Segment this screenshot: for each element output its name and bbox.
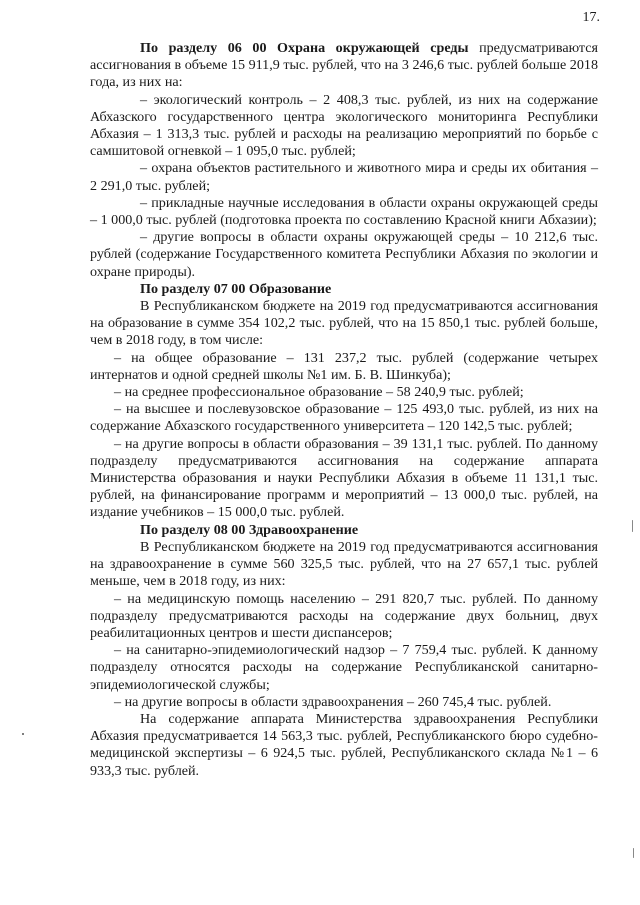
section-0600-item: – охрана объектов растительного и животного мира и среды их обитания – 2 291,0 тыс. рублей; xyxy=(90,160,598,194)
section-0800-item: – на другие вопросы в области здравоохранения – 260 745,4 тыс. рублей. xyxy=(114,693,552,710)
section-0700-item: – на общее образование – 131 237,2 тыс. рублей (содержание четырех интернатов и одной средней школы №1 им. Б. В. Шинкуба); xyxy=(90,349,598,383)
section-0800-closing: На содержание аппарата Министерства здравоохранения Республики Абхазия предусматривается 14 563,3 тыс. рублей, Республиканского бюро судебно-медицинской экспертизы – 6 924,5 тыс. рублей, Республиканского склада №1 – 6 933,3 тыс. рублей. xyxy=(90,710,598,779)
scan-speck xyxy=(632,520,633,532)
scan-speck xyxy=(22,733,24,735)
scan-speck xyxy=(633,848,634,858)
page-number: 17. xyxy=(582,10,600,25)
section-0700-item: – на другие вопросы в области образования – 39 131,1 тыс. рублей. По данному подразделу предусматриваются ассигнования на содержание аппарата Министерства образования и науки Республики Абхазия в объеме 11 131,1 тыс. рублей, на финансирование программ и мероприятий – 13 000,0 тыс. рублей, на издание учебников – 15 000,0 тыс. рублей. xyxy=(90,435,598,521)
section-0700-heading: По разделу 07 00 Образование xyxy=(140,280,332,297)
section-0800-item: – на санитарно-эпидемиологический надзор – 7 759,4 тыс. рублей. К данному подразделу относятся расходы на содержание Республиканской санитарно-эпидемиологической службы; xyxy=(90,642,598,693)
section-0600-item: – другие вопросы в области охраны окружающей среды – 10 212,6 тыс. рублей (содержание Государственного комитета Республики Абхазия по экологии и охране природы). xyxy=(90,229,598,280)
section-0800-intro: В Республиканском бюджете на 2019 год предусматриваются ассигнования на здравоохранение в сумме 560 325,5 тыс. рублей, что на 27 657,1 тыс. рублей меньше, чем в 2018 году, из них: xyxy=(90,538,598,590)
section-0600-intro: По разделу 06 00 Охрана окружающей среды предусматриваются ассигнования в объеме 15 911,9 тыс. рублей, что на 3 246,6 тыс. рублей больше 2018 года, из них на: xyxy=(90,40,598,91)
section-0700-item: – на среднее профессиональное образование – 58 240,9 тыс. рублей; xyxy=(114,384,524,401)
section-0600-item: – экологический контроль – 2 408,3 тыс. рублей, из них на содержание Абхазского государственного центра экологического мониторинга Республики Абхазия – 1 313,3 тыс. рублей и расходы на реализацию мероприятий по борьбе с самшитовой огневкой – 1 095,0 тыс. рублей; xyxy=(90,91,598,160)
section-0600-item: – прикладные научные исследования в области охраны окружающей среды – 1 000,0 тыс. рублей (подготовка проекта по составлению Красной книги Абхазии); xyxy=(90,194,598,229)
section-0600-heading: По разделу 06 00 Охрана окружающей среды xyxy=(140,40,469,56)
section-0700-intro: В Республиканском бюджете на 2019 год предусматриваются ассигнования на образование в сумме 354 102,2 тыс. рублей, что на 15 850,1 тыс. рублей больше, чем в 2018 году, в том числе: xyxy=(90,298,598,349)
document-body xyxy=(90,40,598,780)
section-0800-heading: По разделу 08 00 Здравоохранение xyxy=(140,521,359,538)
section-0700-item: – на высшее и послевузовское образование – 125 493,0 тыс. рублей, из них на содержание Абхазского государственного университета – 120 142,5 тыс. рублей; xyxy=(90,401,598,435)
section-0800-item: – на медицинскую помощь населению – 291 820,7 тыс. рублей. По данному подразделу предусматриваются расходы на содержание двух больниц, двух реабилитационных центров и шести диспансеров; xyxy=(90,590,598,641)
